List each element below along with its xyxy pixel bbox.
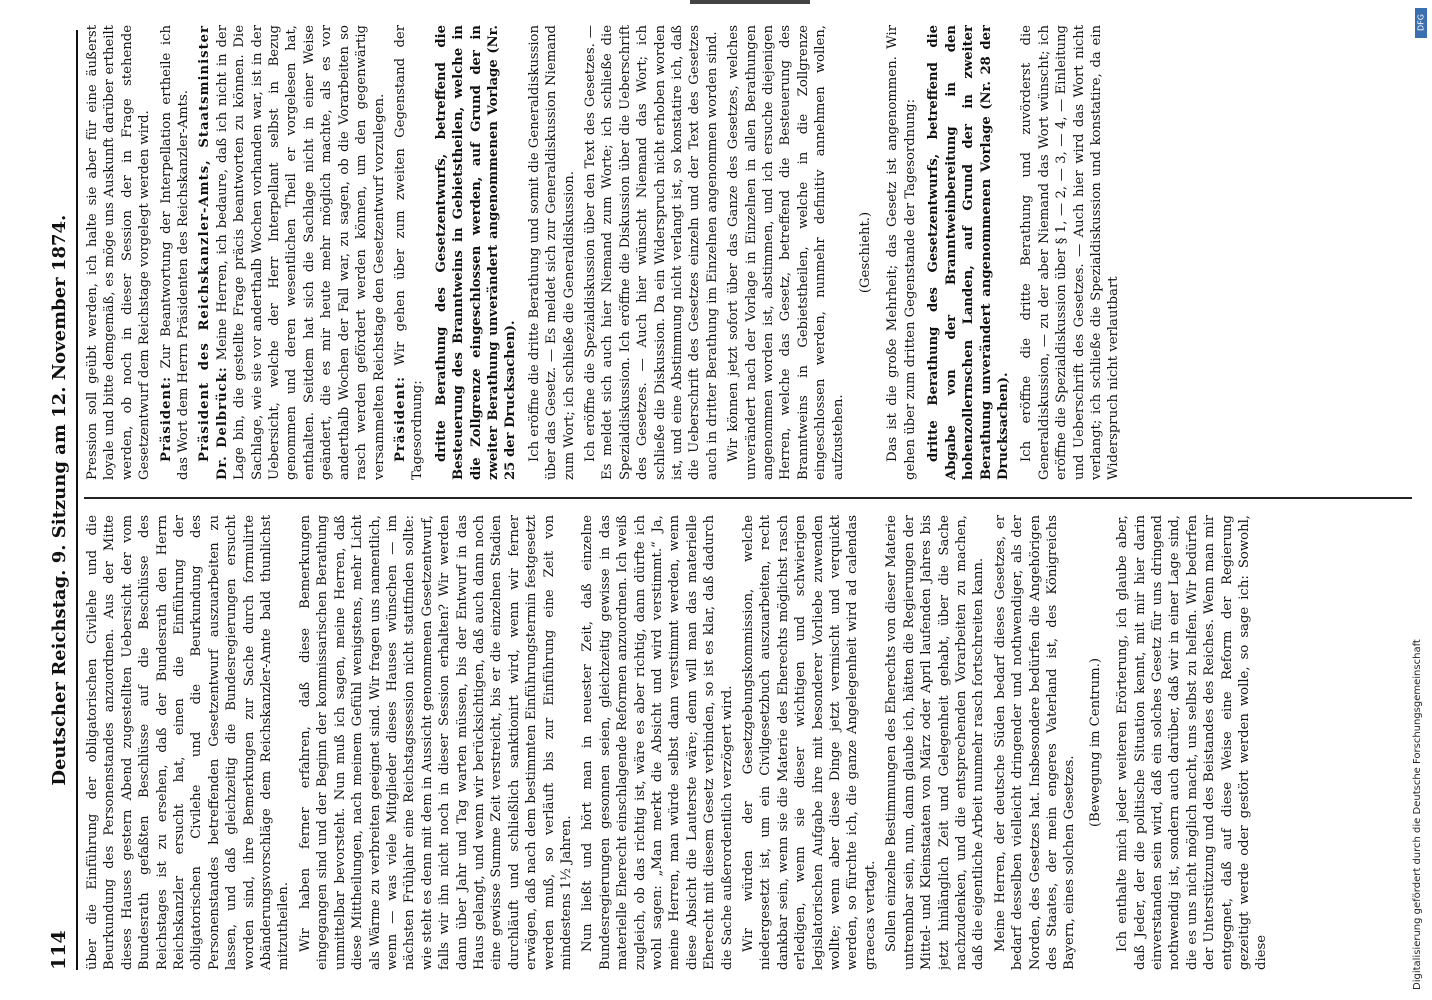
speech [196, 25, 387, 480]
digitization-credit: Digitalisierung gefördert durch die Deutsche Forschungsgemeinschaft [1412, 639, 1423, 990]
paragraph: Wir haben ferner erfahren, daß diese Bemerkungen eingegangen sind und der Beginn der kommissarischen Berathung unmittelbar bevorsteht. Nun muß ich sagen, meine Herren, daß diese Mittheilungen, nach meinem Gefühl wenigstens, mehr Licht als Wärme zu verbreiten geeignet sind. Wir fragen uns namentlich, wenn — was viele Mitglieder dieses Hauses wünschen — im nächsten Frühjahr eine Reichstagssession nicht stattfinden sollte: wie steht es denn mit dem in Aussicht genommenen Gesetzentwurf, falls wir ihn nicht noch in dieser Session erhalten? Wir werden dann über Jahr und Tag warten müssen, bis der Entwurf in das Haus gelangt, und wenn wir berücksichtigen, daß auch dann noch eine gewisse Summe Zeit verstreicht, bis er die einzelnen Stadien durchläuft und schließlich sanktionirt wird, wenn wir ferner erwägen, daß nach dem bestimmten Einführungstermin festgesetzt werden muß, so verläuft bis zur Einführung eine Zeit von mindestens 1½ Jahren. [297, 515, 574, 970]
speech [392, 25, 427, 480]
speaker-label: Präsident: [392, 375, 408, 462]
paragraph: Pression soll geübt werden, ich halte sie aber für eine äußerst loyale und bitte demgemäß, es möge uns Auskunft darüber ertheilt werden, ob noch in dieser Session der in Frage stehende Gesetzentwurf dem Reichstage vorgelegt werden wird. [85, 25, 153, 480]
speaker-label: Präsident: [158, 375, 174, 462]
column-divider [84, 498, 1412, 500]
stage-note: (Geschieht.) [858, 211, 874, 294]
paragraph: Nun ließt und hört man in neuester Zeit, daß einzelne Bundesregierungen gesonnen seien, gleichzeitig gewisse in das materielle Eherecht einschlagende Reformen anzuordnen. Ich weiß zugleich, ob das richtig ist, wäre es aber richtig, dann dürfte ich wohl sagen: „Man merkt die Absicht und wird verstimmt.“ Ja, meine Herren, man würde selbst dann verstimmt werden, wenn diese Absicht die Lauterste wäre; denn will man das materielle Eherecht mit diesem Gesetz verbinden, so ist es klar, daß dadurch die Sache außerordentlich verzögert wird. [580, 515, 735, 970]
page-number: 114 [48, 930, 70, 970]
speech-text: Meine Herren, ich bedaure, daß ich nicht in der Lage bin, die gestellte Frage präcis beantworten zu können. Die Sachlage, wie sie vor anderthalb Wochen vorhanden war, ist in der Uebersicht, welche der Herr Interpellant selbst in Bezug genommen und deren wesentlichen Theil er vorgelesen hat, enthalten. Seitdem hat sich die Sachlage nicht in einer Weise geändert, die es mir heute mehr möglich machte, als es vor anderthalb Wochen der Fall war, zu sagen, ob die Vorarbeiten so rasch werden gefördert werden können, um den gegenwärtig versammelten Reichstage den Gesetzentwurf vorzulegen. [214, 25, 387, 480]
paragraph: Ich enthalte mich jeder weiteren Erörterung, ich glaube aber, daß Jeder, der die politische Situation kennt, mit mir hier darin einverstanden sein wird, daß ein solches Gesetz für uns dringend nothwendig ist, sondern auch darüber, daß wir in einer Lage sind, die es uns nicht möglich macht, uns selbst zu helfen. Wir bedürfen der Unterstützung und des Beistandes des Reiches. Wenn man mir entgegnet, daß auf diese Weise eine Reform der Regierung gezeitigt werde oder gestört werden wolle, so sage ich: Sowohl, diese [1115, 515, 1270, 970]
right-column [84, 25, 1422, 480]
page-header [46, 30, 72, 970]
paragraph: Ich eröffne die dritte Berathung und somit die Generaldiskussion über das Gesetz. — Es meldet sich zur Generaldiskussion Niemand zum Wort; ich schließe die Generaldiskussion. [526, 25, 577, 480]
paragraph: Wir würden der Gesetzgebungskommission, welche niedergesetzt ist, um ein Civilgesetzbuch auszuarbeiten, recht dankbar sein, wenn sie die Materie des Eherechts möglichst rasch erledigen, wenn sie dieser wichtigen und schwierigen legislatorischen Aufgabe ihre mit besonderer Vorliebe zuwenden wollte; wenn aber diese Dinge jetzt vermischt und verquickt werden, so fürchte ich, die ganze Angelegenheit wird ad calendas graecas vertagt. [741, 515, 878, 970]
paragraph: Ich eröffne die Spezialdiskussion über den Text des Gesetzes. — Es meldet sich auch hier Niemand zum Worte; ich schließe die Spezialdiskussion. Ich eröffne die Diskussion über die Ueberschrift des Gesetzes. — Auch hier wünscht Niemand das Wort; ich schließe die Diskussion. Da ein Widerspruch nicht erhoben worden ist, und eine Abstimmung nicht verlangt ist, so konstatire ich, daß die Ueberschrift des Gesetzes einzeln und der Text des Gesetzes auch in dritter Berathung im Einzelnen angenommen worden sind. [582, 25, 720, 480]
paragraph: Ich eröffne die dritte Berathung und zuvörderst die Generaldiskussion, — zu der aber Niemand das Wort wünscht; ich eröffne die Spezialdiskussion über § 1, — 2, — 3, — 4, — Einleitung und Ueberschrift des Gesetzes. — Auch hier wird das Wort nicht verlangt; ich schließe die Spezialdiskussion und konstatire, da ein Widerspruch nicht verlautbart [1019, 25, 1122, 480]
paragraph: Wir können jetzt sofort über das Ganze des Gesetzes, welches unverändert nach der Vorlage in Einzelnen in allen Berathungen angenommen worden ist, abstimmen, und ich ersuche diejenigen Herren, welche das Gesetz, betreffend die Besteuerung des Branntweins in Gebietstheilen, welche in die Zollgrenze eingeschlossen werden, nunmehr definitiv annehmen wollen, aufzustehen. [726, 25, 846, 480]
left-column [84, 515, 1422, 970]
paragraph: Das ist die große Mehrheit; das Gesetz ist angenommen. Wir gehen über zum dritten Gegenstande der Tagesordnung: [885, 25, 918, 480]
paragraph: Sollen einzelne Bestimmungen des Eherechts von dieser Materie untrennbar sein, nun, dann glaube ich, hätten die Regierungen der Mittel- und Kleinstaaten von März oder April laufenden Jahres bis jetzt hinlänglich Zeit und Gelegenheit gehabt, über die Sache nachzudenken, und die entsprechenden Vorarbeiten zu machen, daß die eigentliche Arbeit nunmehr rasch fortschreiten kann. [884, 515, 987, 970]
dfg-logo: DFG [1415, 8, 1427, 38]
speech [158, 25, 193, 480]
agenda-item: dritte Berathung des Gesetzentwurfs, betreffend die Besteuerung des Branntweins in Gebietstheilen, welche in die Zollgrenze eingeschlossen werden, auf Grund der in zweiter Berathung unverändert angenommenen Vorlage (Nr. 25 der Drucksachen). [433, 25, 519, 480]
speech-text: Zur Beantwortung der Interpellation ertheile ich das Wort dem Herrn Präsidenten des Reichskanzler-Amts. [158, 25, 192, 480]
paragraph: über die Einführung der obligatorischen Civilehe und die Beurkundung des Personenstandes anzuordnen. Aus der Mitte dieses Hauses gestern Abend zugestellten Uebersicht der vom Bundesrath gefaßten Beschlüsse auf die Beschlüsse des Reichstages ist zu ersehen, daß der Bundesrath den Herrn Reichskanzler ersucht hat, einen die Einführung der obligatorischen Civilehe und die Beurkundung des Personenstandes betreffenden Gesetzentwurf auszuarbeiten zu lassen, und daß gleichzeitig die Bundesregierungen ersucht worden sind, ihre Bemerkungen zur Sache durch formulirte Abänderungsvorschläge dem Reichskanzler-Amte bald thunlichst mitzutheilen. [85, 515, 292, 970]
speech-text: Wir gehen über zum zweiten Gegenstand der Tagesordnung: [392, 25, 426, 480]
stage-note: (Bewegung im Centrum.) [1087, 657, 1103, 828]
paragraph: Meine Herren, der deutsche Süden bedarf dieses Gesetzes, er bedarf desselben vielleicht dringender und nothwendiger, als der Norden, des Gesetzes hat. Insbesondere bedürfen die Angehörigen des Staates, der mein engeres Vaterland ist, des Königreichs Bayern, eines solchen Gesetzes. [992, 515, 1078, 970]
speaker-label: Präsident des Reichskanzler-Amts, Staatsminister Dr. Delbrück: [197, 25, 230, 480]
page-title: Deutscher Reichstag. 9. Sitzung am 12. November 1874. [48, 214, 70, 786]
header-rule [76, 30, 78, 970]
agenda-item: dritte Berathung des Gesetzentwurfs, betreffend die Abgabe von der Branntweinbereitung in den hohenzollernschen Landen, auf Grund der in zweiter Berathung unverändert angenommenen Vorlage (Nr. 28 der Drucksachen). [926, 25, 1011, 480]
